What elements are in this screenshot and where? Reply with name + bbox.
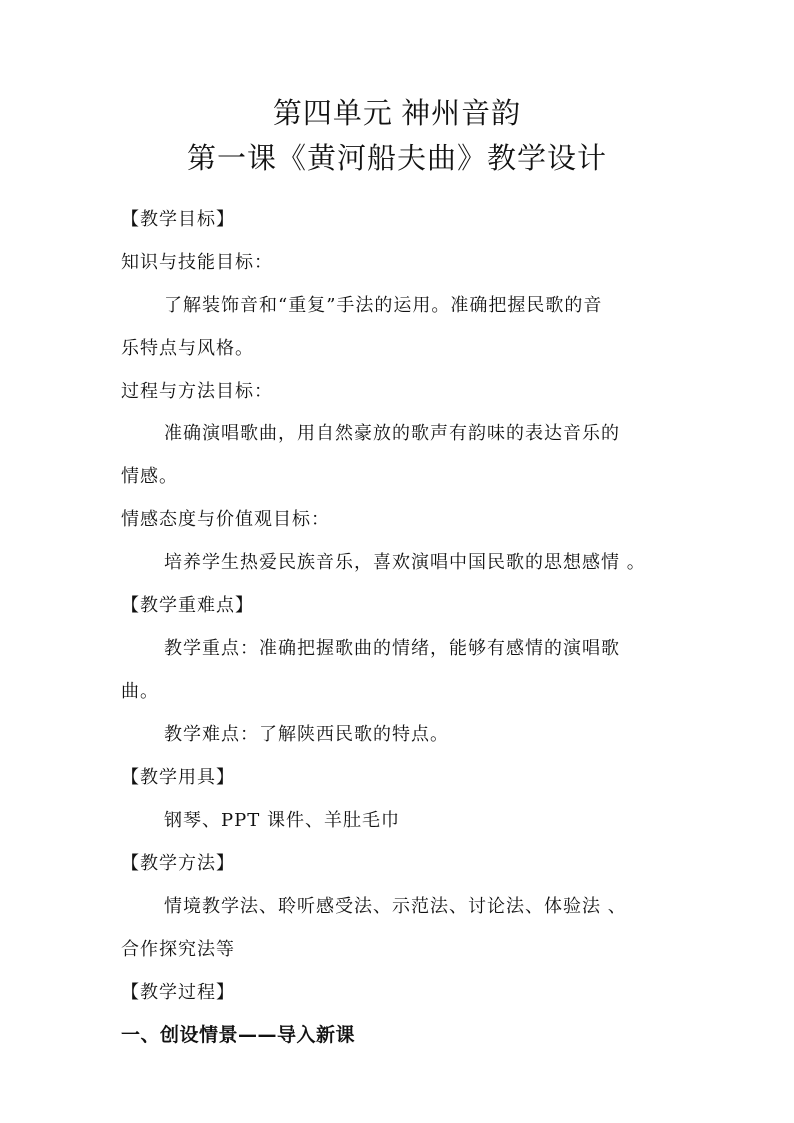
knowledge-skill-label: 知识与技能目标： xyxy=(121,252,273,273)
process-method-text-line2: 情感。 xyxy=(121,466,178,487)
knowledge-skill-text-line1: 了解装饰音和“重复”手法的运用。准确把握民歌的音 xyxy=(164,295,603,316)
teaching-methods-text-line1: 情境教学法、聆听感受法、示范法、讨论法、体验法 、 xyxy=(164,896,627,917)
teaching-key-line2: 曲。 xyxy=(121,681,159,702)
teaching-methods-heading: 【教学方法】 xyxy=(121,853,235,874)
process-method-text-line1: 准确演唱歌曲，用自然豪放的歌声有韵味的表达音乐的 xyxy=(164,423,620,444)
teaching-objectives-heading: 【教学目标】 xyxy=(121,209,235,230)
process-method-label: 过程与方法目标： xyxy=(121,381,273,402)
key-difficult-heading: 【教学重难点】 xyxy=(121,595,254,616)
emotion-value-label: 情感态度与价值观目标： xyxy=(121,509,330,530)
teaching-tools-heading: 【教学用具】 xyxy=(121,767,235,788)
teaching-methods-text-line2: 合作探究法等 xyxy=(121,939,235,960)
teaching-key-line1: 教学重点：准确把握歌曲的情绪，能够有感情的演唱歌 xyxy=(164,638,620,659)
teaching-process-heading: 【教学过程】 xyxy=(121,982,235,1003)
teaching-difficult: 教学难点：了解陕西民歌的特点。 xyxy=(164,724,449,745)
section-one-heading: 一、创设情景——导入新课 xyxy=(121,1024,356,1046)
unit-title: 第四单元 神州音韵 xyxy=(272,98,522,130)
teaching-tools-text: 钢琴、PPT 课件、羊肚毛巾 xyxy=(164,810,400,831)
knowledge-skill-text-line2: 乐特点与风格。 xyxy=(121,338,254,359)
emotion-value-text: 培养学生热爱民族音乐，喜欢演唱中国民歌的思想感情 。 xyxy=(164,552,646,573)
lesson-title: 第一课《黄河船夫曲》教学设计 xyxy=(186,143,607,175)
